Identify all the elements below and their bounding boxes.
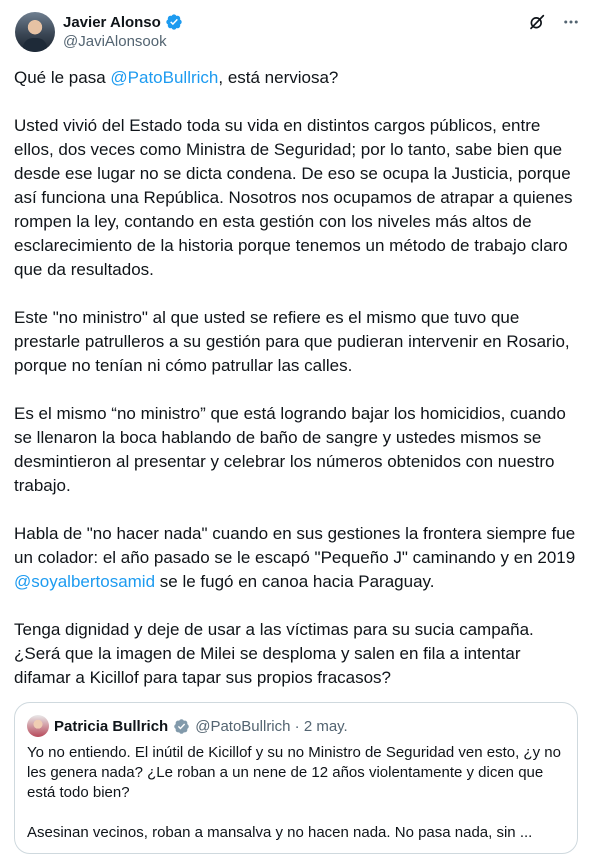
tweet-paragraph: Habla de "no hacer nada" cuando en sus gestiones la frontera siempre fue un colador: el año pasado se le escapó "Pequeño J" caminando y en 2019 @soyalbertosamid se le fugó en canoa hacia Paraguay.: [14, 524, 576, 591]
tweet-paragraph: Qué le pasa @PatoBullrich, está nerviosa?: [14, 68, 339, 87]
verified-badge-icon: [173, 718, 190, 735]
quoted-tweet-body: [27, 743, 567, 863]
quoted-tweet-header: [27, 715, 348, 737]
author-name-row: [63, 12, 183, 32]
quoted-author-name: Patricia Bullrich: [54, 717, 169, 735]
quoted-paragraph: Asesinan vecinos, roban a mansalva y no hacen nada. No pasa nada, sin ...: [27, 824, 533, 841]
author-handle[interactable]: @JaviAlonsook: [63, 33, 167, 50]
tweet-paragraph: Este "no ministro" al que usted se refiere es el mismo que tuvo que prestarle patrulleros a su gestión para que pudieran intervenir en Rosario, porque no tenían ni cómo patrullar las calles.: [14, 308, 570, 375]
author-name[interactable]: Javier Alonso: [63, 13, 161, 31]
quoted-author-meta: @PatoBullrich · 2 may.: [195, 717, 348, 735]
tweet-body: [14, 66, 580, 714]
mention-link[interactable]: @soyalbertosamid: [14, 572, 156, 591]
quoted-tweet[interactable]: [14, 702, 578, 854]
tweet-paragraph: Tenga dignidad y deje de usar a las víctimas para su sucia campaña. ¿Será que la imagen de Milei se desploma y salen en fila a intentar difamar a Kicillof para tapar sus propios fracasos?: [14, 620, 534, 687]
grok-icon[interactable]: [527, 12, 547, 32]
tweet-actions-top: [527, 12, 581, 32]
mention-link[interactable]: @PatoBullrich: [110, 68, 219, 87]
tweet-paragraph: Usted vivió del Estado toda su vida en distintos cargos públicos, entre ellos, dos veces como Ministra de Seguridad; por lo tanto, sabe bien que desde ese lugar no se dicta condena. De eso se ocupa la Justicia, porque así funciona una República. Nosotros nos ocupamos de atrapar a quienes rompen la ley, contando en esta gestión con los niveles más altos de esclarecimiento de la historia porque tenemos un método de trabajo claro que da resultados.: [14, 116, 573, 279]
quoted-author-avatar: [27, 715, 49, 737]
tweet-paragraph: Es el mismo “no ministro” que está logrando bajar los homicidios, cuando se llenaron la boca hablando de baño de sangre y ustedes mismos se desmintieron al presentar y celebrar los números obtenidos con nuestro trabajo.: [14, 404, 566, 495]
quoted-paragraph: Yo no entiendo. El inútil de Kicillof y su no Ministro de Seguridad ven esto, ¿y no les genera nada? ¿Le roban a un nene de 12 años violentamente y dicen que está todo bien?: [27, 744, 561, 801]
author-avatar[interactable]: [15, 12, 55, 52]
verified-badge-icon: [165, 13, 183, 31]
more-icon[interactable]: [561, 12, 581, 32]
tweet-header: [15, 12, 581, 54]
